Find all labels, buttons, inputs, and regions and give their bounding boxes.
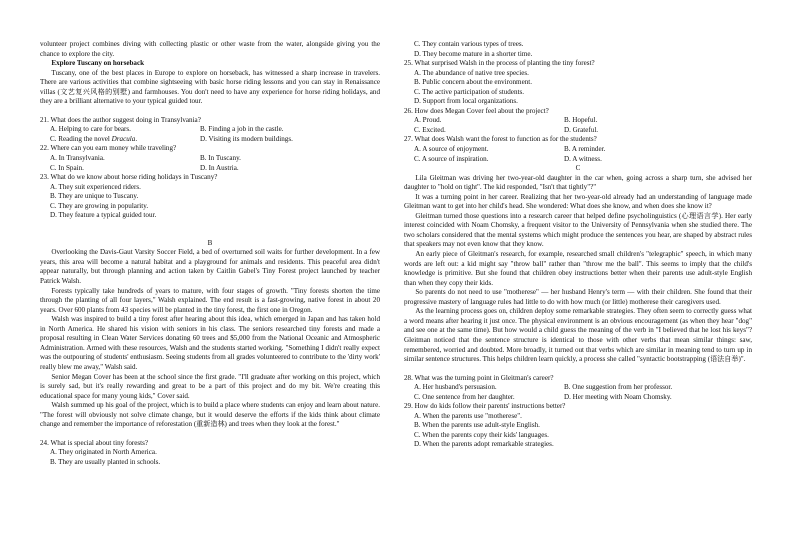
option-21c-post: . bbox=[135, 134, 138, 143]
section-c-heading: C bbox=[575, 164, 581, 173]
option-28a: A. Her husband's persuasion. bbox=[414, 383, 497, 392]
option-25b: B. Public concern about the environment. bbox=[414, 78, 533, 87]
question-21-options-cd bbox=[50, 135, 380, 145]
question-27-options-ab bbox=[414, 145, 752, 155]
passage-c-paragraph-5: So parents do not need to use "motherese" — her husband Henry's term — with their children. She found that their progressive mastery of language rules had little to do with how much (or little) motherese their caregivers used. bbox=[404, 288, 752, 306]
question-29: 29. How do kids follow their parents' instructions better? bbox=[404, 402, 566, 411]
passage-c-paragraph-1: Lila Gleitman was driving her two-year-old daughter in the car when, going across a sharp turn, she advised her daughter to "hold on tight". The kid responded, "Isn't that tightly"?" bbox=[404, 173, 752, 192]
question-22: 22. Where can you earn money while traveling? bbox=[40, 144, 177, 153]
option-27a: A. A source of enjoyment. bbox=[414, 145, 489, 154]
option-24c: C. They contain various types of trees. bbox=[414, 40, 524, 48]
option-22b: B. In Tuscany. bbox=[200, 154, 241, 163]
option-22c: C. In Spain. bbox=[50, 163, 84, 172]
option-28d: D. Her meeting with Noam Chomsky. bbox=[564, 392, 672, 401]
option-26c: C. Excited. bbox=[414, 125, 446, 134]
option-21c-title: Dracula bbox=[111, 134, 136, 143]
option-29a: A. When the parents use "motherese". bbox=[414, 411, 522, 420]
intro-text: volunteer project combines diving with collecting plastic or other waste from the water, alongside giving you the chance to explore the city. bbox=[40, 40, 380, 58]
passage-b-paragraph-2: Forests typically take hundreds of years to mature, with four stages of growth. "Tiny forests shorten the time through the planting of all four layers," Walsh explained. The end result is a fast-growing, native forest in about 20 years. Over 600 plants from 43 species will be planted in the tiny forest, the first one in Oregon. bbox=[40, 286, 380, 314]
question-25: 25. What surprised Walsh in the process of planting the tiny forest? bbox=[404, 59, 595, 68]
passage-c-paragraph-3: Gleitman turned those questions into a research career that helped define psycholinguistics (心理语言学). Her early interest coincided with Noam Chomsky, a frequent visitor to the University of Pennsylvania when she studied there. The two scholars considered that the mental systems which might produce the sentences you hear, are shaped by abstract rules that speakers may not even know that they know. bbox=[404, 211, 752, 249]
question-26: 26. How does Megan Cover feel about the project? bbox=[404, 106, 549, 115]
option-21b: B. Finding a job in the castle. bbox=[200, 125, 284, 134]
option-28c: C. One sentence from her daughter. bbox=[414, 392, 515, 401]
option-23b: B. They are unique to Tuscany. bbox=[50, 192, 139, 201]
right-column bbox=[404, 40, 752, 450]
passage-c-paragraph-6: As the learning process goes on, children deploy some remarkable strategies. They often seem to correctly guess what a word means after hearing it just once. The physical environment is an obvious encouragement (as when they hear "dog" and see one at the same time). But how would a child guess the meaning of the verb in "I believed that he lost his keys"? Gleitman noticed that the sentence structure is identical to those with other verbs that mean similar things: saw, remembered, worried and doubted. More broadly, it turned out that verbs which are similar in meaning tend to turn up in similar sentence structures. This helps children learn quickly, a process she called "syntactic bootstrapping (语法自举)". bbox=[404, 307, 752, 364]
option-23c: C. They are growing in popularity. bbox=[50, 201, 149, 210]
option-26a: A. Proud. bbox=[414, 116, 442, 125]
option-25a: A. The abundance of native tree species. bbox=[414, 68, 529, 77]
option-27b: B. A reminder. bbox=[564, 145, 606, 154]
question-24: 24. What is special about tiny forests? bbox=[40, 438, 149, 447]
question-27-options-cd bbox=[414, 155, 752, 165]
option-29b: B. When the parents use adult-style English. bbox=[414, 421, 540, 430]
option-24d: D. They become mature in a shorter time. bbox=[414, 49, 533, 58]
passage-b-paragraph-5: Walsh summed up his goal of the project, which is to build a place where students can enjoy and learn about nature. "The forest will obviously not solve climate change, but it would deserve the efforts if the kids think about climate change and remember the importance of reforestation (重新造林) and trees when they look at the forest." bbox=[40, 401, 380, 429]
question-21-options-ab bbox=[50, 125, 380, 135]
option-26d: D. Grateful. bbox=[564, 125, 599, 134]
passage-c-paragraph-4: An early piece of Gleitman's research, for example, researched small children's "telegraphic" speech, in which many words are left out: a kid might say "throw ball" rather than "throw me the ball". This seems to imply that the child's knowledge is primitive. But she found that children obey instructions better when their parents use adult-style English than when they copy their kids. bbox=[404, 250, 752, 287]
passage-b-paragraph-4: Senior Megan Cover has been at the school since the first grade. "I'll graduate after working on this project, which is surely sad, but it's really rewarding and great to be a part of this project and do my bit. We're creating this educational space for many young kids," Cover said. bbox=[40, 372, 380, 400]
question-22-options-cd bbox=[50, 164, 380, 174]
section-b-heading: B bbox=[207, 238, 213, 247]
option-24b: B. They are usually planted in schools. bbox=[50, 457, 161, 466]
option-27d: D. A witness. bbox=[564, 154, 602, 163]
question-28-options-cd bbox=[414, 393, 752, 403]
question-21: 21. What does the author suggest doing in Transylvania? bbox=[40, 115, 201, 124]
left-column bbox=[40, 40, 380, 467]
option-23a: A. They suit experienced riders. bbox=[50, 182, 141, 191]
option-22a: A. In Transylvania. bbox=[50, 154, 105, 163]
option-21c-pre: C. Reading the novel bbox=[50, 134, 112, 143]
tuscany-heading: Explore Tuscany on horseback bbox=[51, 59, 145, 68]
passage-b-paragraph-1: Overlooking the Davis-Gaut Varsity Soccer Field, a bed of overturned soil waits for further development. In a few years, this area will become a natural habitat and a playground for animals and residents. This peaceful area didn't appear naturally, but through planning and action taken by Caitlin Gabel's Tiny Forest project launched by teacher Patrick Walsh. bbox=[40, 248, 380, 286]
option-23d: D. They feature a typical guided tour. bbox=[50, 211, 157, 220]
option-25d: D. Support from local organizations. bbox=[414, 97, 518, 106]
option-24a: A. They originated in North America. bbox=[50, 448, 157, 457]
question-22-options-ab bbox=[50, 154, 380, 164]
option-21d: D. Visiting its modern buildings. bbox=[200, 134, 293, 143]
option-22d: D. In Austria. bbox=[200, 163, 239, 172]
option-21c bbox=[50, 135, 200, 145]
option-29c: C. When the parents copy their kids' languages. bbox=[414, 430, 549, 439]
tuscany-paragraph: Tuscany, one of the best places in Europe to explore on horseback, has witnessed a sharp increase in travelers. There are various activities that combine sightseeing with basic horse riding lessons and you can stay in Renaissance villas (文艺复兴风格的别墅) and farmhouses. You don't need to have any experience for horse riding holidays, and they are a brilliant alternative to your typical guided tour. bbox=[40, 68, 380, 106]
passage-c-paragraph-2: It was a turning point in her career. Realizing that her two-year-old already had an understanding of language made Gleitman want to get into her child's head. She wondered: What does she know, and when does she know it? bbox=[404, 192, 752, 211]
option-29d: D. When the parents adopt remarkable strategies. bbox=[414, 440, 554, 449]
question-26-options-ab bbox=[414, 116, 752, 126]
question-23: 23. What do we know about horse riding holidays in Tuscany? bbox=[40, 173, 218, 182]
question-28: 28. What was the turning point in Gleitman's career? bbox=[404, 373, 554, 382]
passage-b-paragraph-3: Walsh was inspired to build a tiny forest after hearing about this idea, which emerged in Japan and has taken hold in North America. He shared his vision with seniors in his class. The seniors researched tiny forests and made a proposal resulting in Clean Water Services donating 60 trees and $5,000 from the National Oceanic and Atmospheric Administration. Armed with these resources, Walsh and the students started working. "Something I didn't really expect was the outpouring of students' enthusiasm. Seeing students from all grades volunteered to contribute to the 'dirty work' really blew me away," Walsh said. bbox=[40, 315, 380, 371]
option-25c: C. The active participation of students. bbox=[414, 87, 524, 96]
question-28-options-ab bbox=[414, 383, 752, 393]
question-27: 27. What does Walsh want the forest to function as for the students? bbox=[404, 135, 597, 144]
question-26-options-cd bbox=[414, 126, 752, 136]
option-26b: B. Hopeful. bbox=[564, 116, 598, 125]
option-28b: B. One suggestion from her professor. bbox=[564, 383, 673, 392]
option-27c: C. A source of inspiration. bbox=[414, 154, 489, 163]
option-21a: A. Helping to care for bears. bbox=[50, 125, 131, 134]
